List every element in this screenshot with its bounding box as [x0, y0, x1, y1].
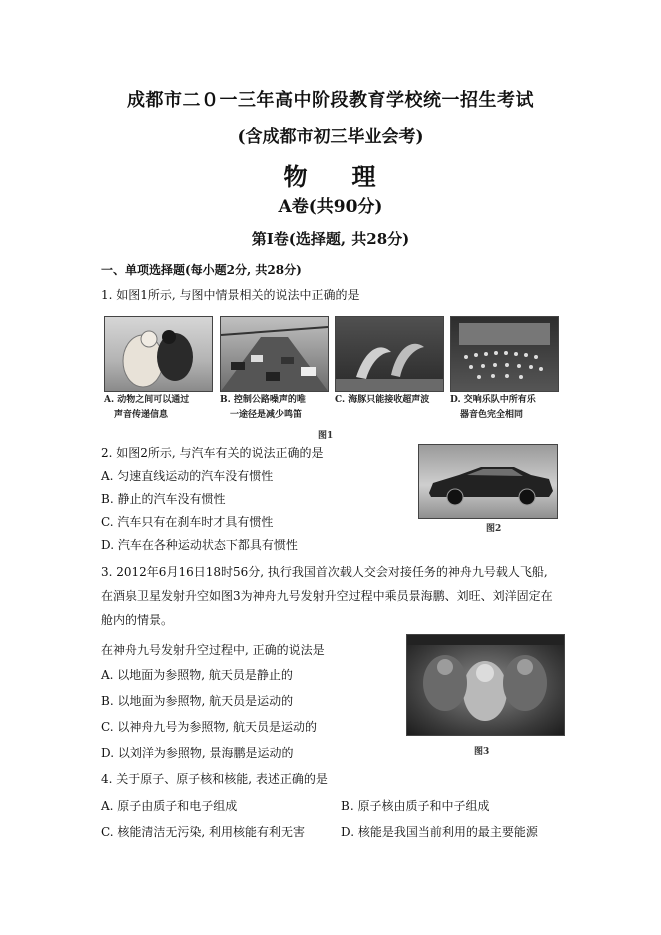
q3-line-3: 舱内的情景。: [101, 613, 174, 627]
q4-option-a: A. 原子由质子和电子组成: [101, 799, 238, 813]
spacecraft-cabin-image: [407, 635, 564, 735]
highway-image: [221, 317, 328, 391]
caption-line: D. 交响乐队中所有乐: [450, 395, 536, 405]
q3-prompt: 在神舟九号发射升空过程中, 正确的说法是: [101, 643, 325, 657]
caption-line: 一途径是减少鸣笛: [230, 410, 303, 420]
figure1-photo-b: [220, 316, 329, 392]
caption-line: A. 动物之间可以通过: [104, 395, 190, 405]
q3-option-b: B. 以地面为参照物, 航天员是运动的: [101, 694, 294, 708]
q2-option-d: D. 汽车在各种运动状态下都具有惯性: [101, 538, 298, 552]
caption-line: B. 控制公路噪声的唯: [220, 395, 306, 405]
figure1-photo-a: [104, 316, 213, 392]
subject-heading: [0, 157, 661, 192]
caption-line: C. 海豚只能接收超声波: [335, 395, 430, 405]
subject-right: 理: [351, 162, 378, 191]
q2-stem: 2. 如图2所示, 与汽车有关的说法正确的是: [101, 446, 324, 460]
subject-left: 物: [283, 162, 310, 191]
section-heading: 一、单项选择题(每小题2分, 共28分): [101, 263, 302, 277]
q2-option-b: B. 静止的汽车没有惯性: [101, 492, 226, 506]
figure1-photo-c: [335, 316, 444, 392]
q3-line-2: 在酒泉卫星发射升空如图3为神舟九号发射升空过程中乘员景海鹏、刘旺、刘洋固定在: [101, 589, 553, 603]
q1-stem: 1. 如图1所示, 与图中情景相关的说法中正确的是: [101, 288, 360, 302]
volume-heading: A卷(共90分): [278, 197, 383, 217]
figure1-caption-c: [335, 393, 447, 408]
figure3-photo: [406, 634, 565, 736]
q4-option-b: B. 原子核由质子和中子组成: [341, 799, 490, 813]
q2-option-a: A. 匀速直线运动的汽车没有惯性: [101, 469, 274, 483]
q4-stem: 4. 关于原子、原子核和核能, 表述正确的是: [101, 772, 328, 786]
q4-option-c: C. 核能清洁无污染, 利用核能有利无害: [101, 825, 306, 839]
q3-option-c: C. 以神舟九号为参照物, 航天员是运动的: [101, 720, 318, 734]
q4-option-d: D. 核能是我国当前利用的最主要能源: [341, 825, 538, 839]
q3-option-a: A. 以地面为参照物, 航天员是静止的: [101, 668, 293, 682]
q3-option-d: D. 以刘洋为参照物, 景海鹏是运动的: [101, 746, 294, 760]
animals-image: [105, 317, 212, 391]
figure2-label: 图2: [486, 524, 502, 534]
exam-subtitle: (含成都市初三毕业会考): [237, 127, 424, 147]
orchestra-image: [451, 317, 558, 391]
figure2-photo: [418, 444, 558, 519]
caption-line: 器音色完全相同: [460, 410, 524, 420]
figure1-caption-b: [220, 393, 332, 423]
exam-title: 成都市二０一三年高中阶段教育学校统一招生考试: [127, 90, 534, 111]
q2-option-c: C. 汽车只有在刹车时才具有惯性: [101, 515, 274, 529]
figure1-label: 图1: [318, 431, 334, 441]
car-image: [419, 445, 557, 518]
figure3-label: 图3: [474, 747, 490, 757]
figure1-caption-d: [450, 393, 562, 423]
part-heading: 第Ⅰ卷(选择题, 共28分): [251, 230, 410, 248]
caption-line: 声音传递信息: [114, 410, 169, 420]
q3-line-1: 3. 2012年6月16日18时56分, 执行我国首次载人交会对接任务的神舟九号载人飞船,: [101, 565, 548, 579]
figure1-photo-d: [450, 316, 559, 392]
figure1-caption-a: [104, 393, 216, 423]
dolphins-image: [336, 317, 443, 391]
